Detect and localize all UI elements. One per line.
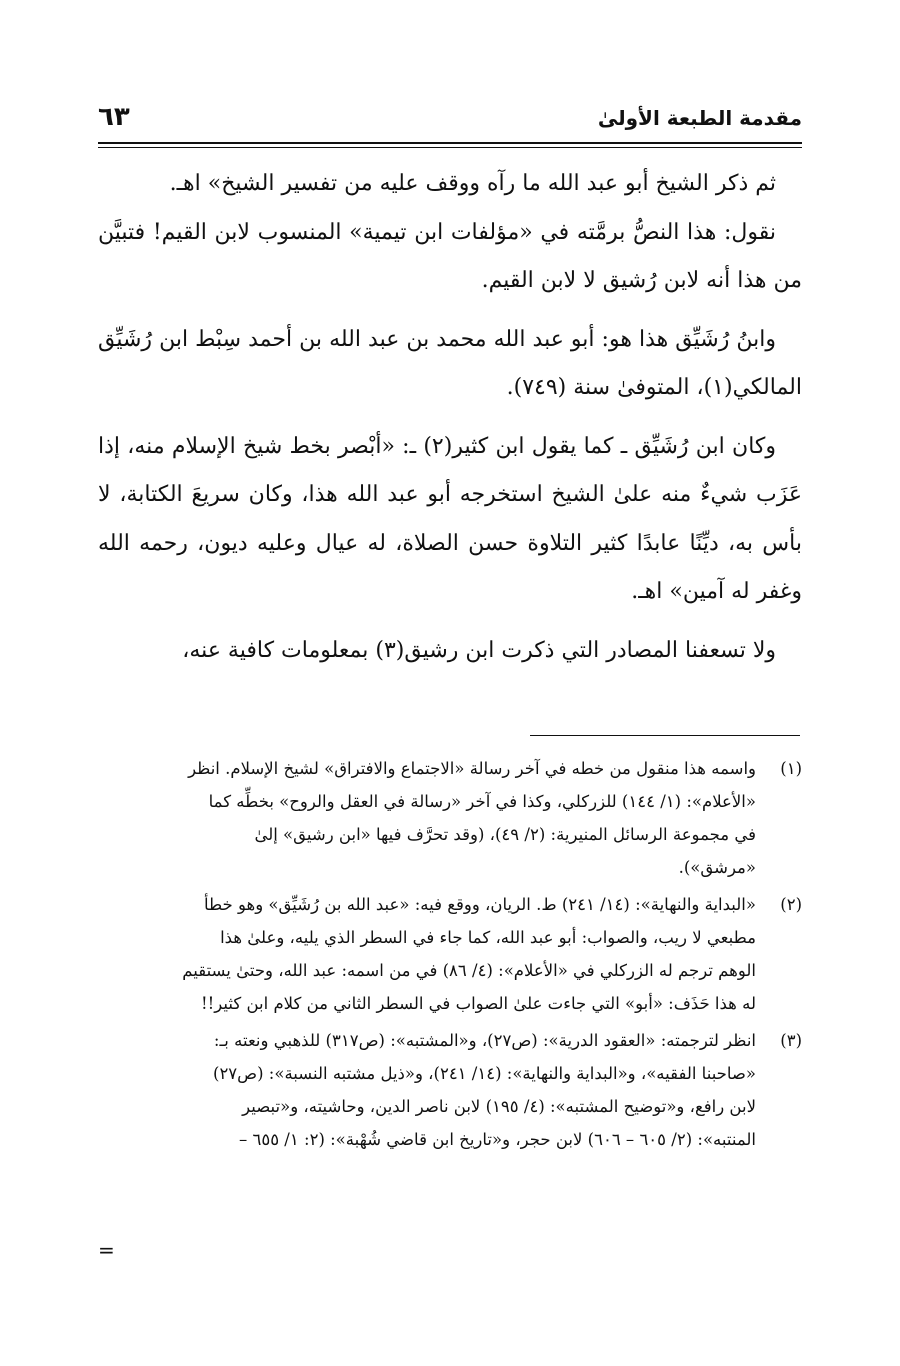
header-rule-thick [98, 142, 802, 144]
footnote-line: واسمه هذا منقول من خطه في آخر رسالة «الاجتماع والافتراق» لشيخ الإسلام. انظر [188, 759, 756, 778]
page-number: ٦٣ [98, 102, 130, 132]
footnote-line: مطبعي لا ريب، والصواب: أبو عبد الله، كما جاء في السطر الذي يليه، وعلىٰ هذا [220, 928, 756, 947]
footnote-1 [98, 752, 802, 884]
footnote-number: (١) [780, 759, 802, 778]
paragraph-5: ولا تسعفنا المصادر التي ذكرت ابن رشيق(٣) بمعلومات كافية عنه، [182, 637, 776, 663]
paragraph-2: نقول: هذا النصُّ برمَّته في «مؤلفات ابن تيمية» المنسوب لابن القيم! فتبيَّن من هذا أنه لابن رُشيق لا لابن القيم. [98, 219, 802, 293]
footnote-number: (٢) [780, 895, 802, 914]
page-header [98, 102, 802, 144]
footnote-line: «صاحبنا الفقيه»، و«البداية والنهاية»: (١٤/ ٢٤١)، و«ذيل مشتبه النسبة»: (ص٢٧) [213, 1064, 756, 1083]
footnote-line: المنتبه»: (٢/ ٦٠٥ – ٦٠٦) لابن حجر، و«تاريخ ابن قاضي شُهْبة»: (٢: ١/ ٦٥٥ – [238, 1130, 756, 1149]
footnote-number: (٣) [780, 1031, 802, 1050]
footnote-2 [98, 888, 802, 1020]
paragraph-4: وكان ابن رُشَيِّق ـ كما يقول ابن كثير(٢) ـ: «أبْصر بخط شيخ الإسلام منه، إذا عَزَب شيءٌ منه علىٰ الشيخ استخرجه أبو عبد الله هذا، وكان سريعَ الكتابة، لا بأس به، ديِّنًا عابدًا كثير التلاوة حسن الصلاة، له عيال وعليه ديون، رحمه الله وغفر له آمين» اهـ. [98, 433, 802, 604]
footnote-line: انظر لترجمته: «العقود الدرية»: (ص٢٧)، و«المشتبه»: (ص٣١٧) للذهبي ونعته بـ: [213, 1031, 756, 1050]
header-rule-thin [98, 147, 802, 148]
footnote-line: الوهم ترجم له الزركلي في «الأعلام»: (٤/ ٨٦) في من اسمه: عبد الله، وحتىٰ يستقيم [182, 961, 756, 980]
running-title: مقدمة الطبعة الأولىٰ [597, 106, 802, 130]
footnote-3 [98, 1024, 802, 1156]
paragraph-1: ثم ذكر الشيخ أبو عبد الله ما رآه ووقف عليه من تفسير الشيخ» اهـ. [169, 171, 776, 196]
footnote-line: له هذا حَذَف: «أبو» التي جاءت علىٰ الصواب في السطر الثاني من كلام ابن كثير!! [201, 994, 756, 1013]
paragraph-3: وابنُ رُشَيِّق هذا هو: أبو عبد الله محمد بن عبد الله بن أحمد سِبْط ابن رُشَيِّق المالكي(١)، المتوفىٰ سنة (٧٤٩). [98, 326, 802, 400]
footnote-line: «مرشق»). [678, 858, 756, 877]
continuation-mark: = [98, 1238, 115, 1262]
footnote-line: في مجموعة الرسائل المنيرية: (٢/ ٤٩)، (وقد تحرَّف فيها «ابن رشيق» إلىٰ [254, 825, 756, 844]
main-text [98, 160, 802, 675]
footnotes [98, 752, 802, 1160]
footnote-line: «البداية والنهاية»: (١٤/ ٢٤١) ط. الريان، ووقع فيه: «عبد الله بن رُشَيِّق» وهو خطأ [203, 895, 756, 914]
footnote-line: لابن رافع، و«توضيح المشتبه»: (٤/ ١٩٥) لابن ناصر الدين، وحاشيته، و«تبصير [242, 1097, 756, 1116]
footnote-separator [530, 735, 800, 736]
footnote-line: «الأعلام»: (١/ ١٤٤) للزركلي، وكذا في آخر «رسالة في العقل والروح» بخطِّه كما [208, 792, 756, 811]
